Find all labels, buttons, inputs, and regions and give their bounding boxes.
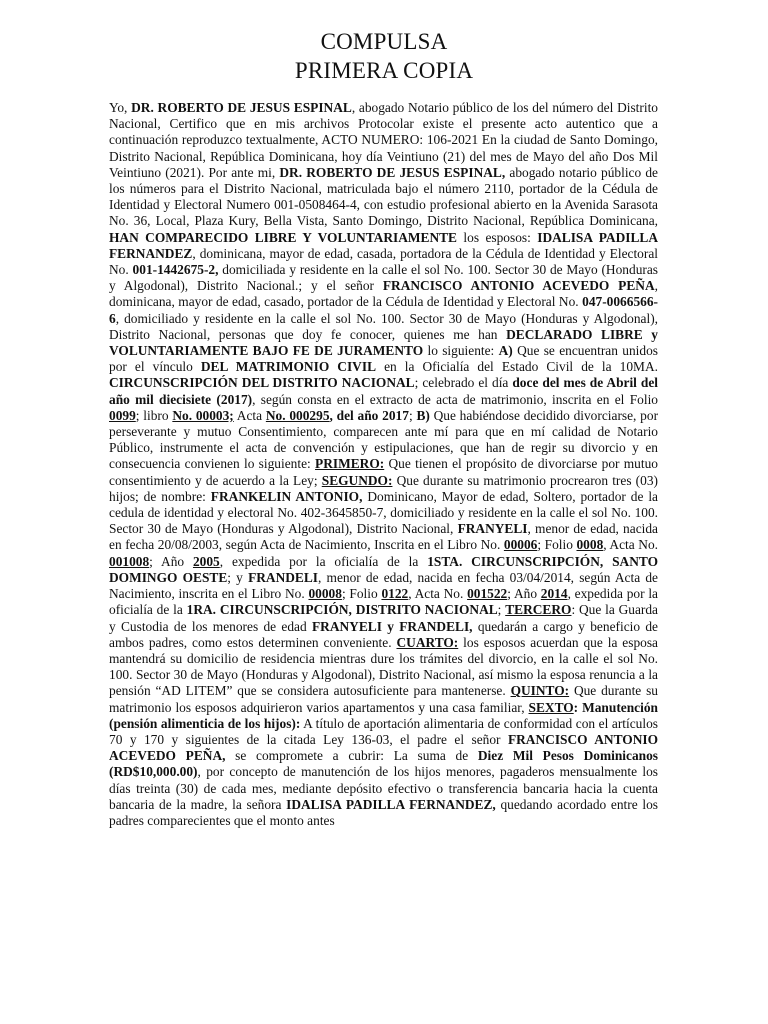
text-segment: ; libro: [135, 407, 173, 423]
text-segment: , menor de edad, nacida en fecha 20/08/2003, según Acta de Nacimiento, Inscrita en el Libro No.: [109, 521, 658, 553]
text-segment: FRANYELI: [457, 521, 528, 537]
text-segment: quedarán a cargo y beneficio de ambos padres, como estos determinen conveniente.: [109, 618, 658, 650]
text-segment: A título de aportación alimentaria de conformidad con el artículos 70 y 170 y siguientes de la citada Ley 136-03, el padre el señor: [109, 715, 658, 747]
text-segment: QUINTO:: [510, 683, 570, 699]
text-segment: Que se encuentran unidos por el vínculo: [109, 343, 658, 375]
text-segment: Que durante su matrimonio los esposos adquirieron varios apartamentos y una casa familiar,: [109, 683, 658, 715]
text-segment: FRANDELI: [248, 569, 318, 585]
text-segment: FRANYELI y FRANDELI,: [311, 618, 473, 634]
text-segment: 00006: [503, 537, 538, 553]
text-segment: los esposos acuerdan que la esposa mantendrá su domicilio de residencia mientras dure los trámites del divorcio, en la calle el sol No. 100. Sector 30 de Mayo (Honduras y Algodonal), Distrito Nacional, así mismo la esposa renuncia a la pensión “AD LITEM” que se considera autosuficiente para mantenerse.: [109, 634, 658, 699]
text-segment: doce del mes de Abril del año mil diecisiete (2017): [109, 375, 658, 407]
text-segment: 001522: [467, 586, 508, 602]
text-segment: Acta: [233, 407, 266, 423]
text-segment: ; Año: [507, 586, 541, 602]
text-segment: , según consta en el extracto de acta de matrimonio, inscrita en el Folio: [252, 391, 658, 407]
text-segment: SEXTO: [528, 699, 574, 715]
text-segment: ; Año: [149, 553, 193, 569]
document-subtitle: PRIMERA COPIA: [294, 58, 474, 83]
text-segment: , por concepto de manutención de los hijos menores, pagaderos mensualmente los días treinta (30) de cada mes, mediante depósito efectivo o transferencia bancaria hacia la cuenta bancaria de la madre, la señora: [109, 764, 658, 812]
text-segment: SEGUNDO:: [321, 472, 393, 488]
text-segment: 047-0066566-6: [109, 294, 658, 326]
text-segment: 1RA. CIRCUNSCRIPCIÓN, DISTRITO NACIONAL: [186, 602, 498, 618]
document-title: COMPULSA: [320, 29, 448, 54]
text-segment: : Manutención (pensión alimenticia de los hijos):: [109, 699, 658, 731]
text-segment: 0008: [576, 537, 604, 553]
text-segment: , domiciliado y residente en la calle el sol No. 100. Sector 30 de Mayo (Honduras y Algodonal), Distrito Nacional, personas que doy fe conocer, quienes me han: [109, 310, 658, 342]
text-segment: FRANCISCO ANTONIO ACEVEDO PEÑA,: [109, 731, 658, 764]
text-segment: , menor de edad, nacida en fecha 03/04/2014, según Acta de Nacimiento, inscrita en el Libro No.: [109, 569, 658, 602]
text-segment: Diez Mil Pesos Dominicanos (RD$10,000.00): [109, 748, 658, 780]
text-segment: : Que la Guarda y Custodia de los menores de edad: [109, 602, 658, 634]
text-segment: se compromete a cubrir: La suma de: [225, 748, 478, 764]
text-segment: quedando acordado entre los padres comparecientes que el monto antes: [109, 796, 658, 828]
text-segment: IDALISA PADILLA FERNANDEZ: [109, 229, 658, 261]
text-segment: 00008: [308, 586, 342, 602]
text-segment: , Acta No.: [408, 586, 468, 602]
text-segment: ; y: [227, 569, 249, 585]
text-segment: DR. ROBERTO DE JESUS ESPINAL,: [279, 164, 506, 180]
text-segment: ; Folio: [537, 537, 577, 553]
text-segment: CUARTO:: [396, 634, 459, 650]
text-segment: 1STA. CIRCUNSCRIPCIÓN, SANTO DOMINGO OESTE: [109, 553, 658, 585]
text-segment: DR. ROBERTO DE JESUS ESPINAL: [131, 100, 352, 115]
text-segment: , abogado Notario público de los del número del Distrito Nacional, Certifico que en mis archivos Protocolar existe el presente acto autentico que a continuación reproduzco textualmente, ACTO NUMERO: 106-2021 En la ciudad de Santo Domingo, Distrito Nacional, República Dominicana, hoy día Veintiuno (21) del mes de Mayo del año Dos Mil Veintiuno (2021). Por ante mi,: [109, 100, 658, 180]
text-segment: , expedida por la oficialía de la: [109, 586, 658, 618]
text-segment: Yo,: [109, 100, 132, 115]
text-segment: , Acta No.: [603, 537, 658, 553]
text-segment: Que durante su matrimonio procrearon tres (03) hijos; de nombre:: [109, 472, 658, 504]
text-segment: 2014: [540, 586, 568, 602]
text-segment: 001008: [109, 553, 150, 569]
text-segment: en la Oficialía del Estado Civil de la 10MA.: [376, 359, 658, 375]
text-segment: DEL MATRIMONIO CIVIL: [200, 359, 376, 375]
text-segment: domiciliada y residente en la calle el sol No. 100. Sector 30 de Mayo (Honduras y Algodonal), Distrito Nacional.; y el señor: [109, 262, 658, 294]
text-segment: B): [416, 407, 430, 423]
body-paragraph: [109, 100, 658, 1010]
text-segment: CIRCUNSCRIPCIÓN DEL DISTRITO NACIONAL: [109, 375, 415, 391]
text-segment: HAN COMPARECIDO LIBRE Y VOLUNTARIAMENTE: [109, 229, 457, 245]
text-segment: PRIMERO:: [315, 456, 385, 472]
text-segment: FRANCISCO ANTONIO ACEVEDO PEÑA: [382, 278, 655, 294]
text-segment: Dominicano, Mayor de edad, Soltero, portador de la cedula de identidad y electoral No. 402-3645850-7, domiciliado y residente en la calle el sol No. 100. Sector 30 de Mayo (Honduras y Algodonal), Distrito Nacional,: [109, 488, 658, 537]
text-segment: , dominicana, mayor de edad, casada, portadora de la Cédula de Identidad y Electoral No.: [109, 245, 658, 278]
text-segment: ;: [497, 602, 506, 618]
text-segment: No. 00003;: [172, 407, 234, 423]
text-segment: IDALISA PADILLA FERNANDEZ,: [286, 796, 496, 812]
text-segment: ; Folio: [341, 586, 382, 602]
text-segment: No. 000295: [265, 407, 330, 423]
text-segment: TERCERO: [505, 602, 572, 618]
text-segment: 2005: [192, 553, 220, 569]
text-segment: , del año 2017: [329, 407, 409, 423]
text-segment: , expedida por la oficialía de la: [219, 553, 428, 569]
text-segment: A): [498, 343, 513, 359]
text-segment: 0099: [109, 407, 136, 423]
text-segment: Que habiéndose decidido divorciarse, por perseverante y mutuo Consentimiento, comparecen ante mí para que en mí calidad de Notario Público, instrumente el acta de convención y estipulaciones, que han de regir su divorcio y en consecuencia convienen lo siguiente:: [109, 407, 658, 472]
text-segment: lo siguiente:: [423, 343, 499, 359]
text-segment: DECLARADO LIBRE y VOLUNTARIAMENTE BAJO FE DE JURAMENTO: [109, 326, 658, 359]
text-segment: FRANKELIN ANTONIO,: [210, 488, 363, 504]
text-segment: Que tienen el propósito de divorciarse por mutuo consentimiento y de acuerdo a la Ley;: [109, 456, 658, 488]
text-segment: , dominicana, mayor de edad, casado, portador de la Cédula de Identidad y Electoral No.: [109, 278, 658, 310]
text-segment: 001-1442675-2,: [132, 262, 219, 278]
text-segment: ;: [408, 407, 417, 423]
text-segment: ; celebrado el día: [414, 375, 513, 391]
text-segment: los esposos:: [457, 229, 538, 245]
text-segment: abogado notario público de los números para el Distrito Nacional, matriculada bajo el número 2110, portador de la Cédula de Identidad y Electoral Numero 001-0508464-4, con estudio profesional abierto en la Avenida Sarasota No. 36, Local, Plaza Kury, Bella Vista, Santo Domingo, Distrito Nacional, República Dominicana,: [109, 164, 658, 229]
text-segment: 0122: [381, 586, 409, 602]
